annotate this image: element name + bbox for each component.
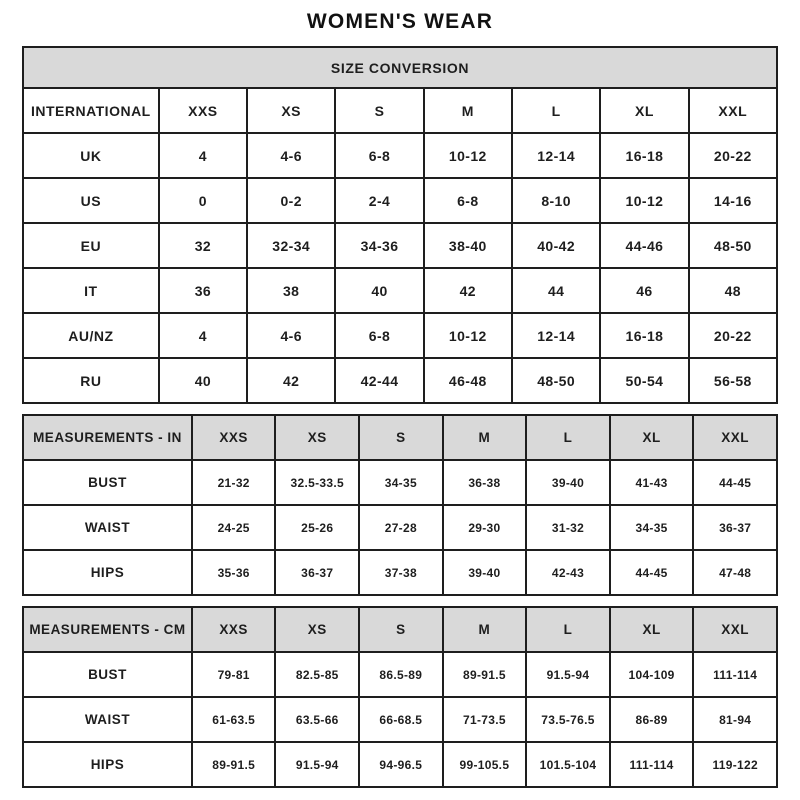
data-cell: 50-54 <box>600 358 688 403</box>
data-cell: 34-35 <box>359 460 443 505</box>
data-cell: 31-32 <box>526 505 610 550</box>
table-row <box>23 178 777 223</box>
data-cell: 40 <box>335 268 423 313</box>
data-cell: 44 <box>512 268 600 313</box>
table-row <box>23 460 777 505</box>
column-header: XS <box>275 607 359 652</box>
data-cell: 20-22 <box>689 313 777 358</box>
data-cell: 36-37 <box>275 550 359 595</box>
data-cell: 47-48 <box>693 550 777 595</box>
data-cell: 32-34 <box>247 223 335 268</box>
column-header: XL <box>610 607 694 652</box>
data-cell: 32 <box>159 223 247 268</box>
data-cell: 29-30 <box>443 505 527 550</box>
data-cell: 6-8 <box>335 313 423 358</box>
data-cell: 10-12 <box>424 133 512 178</box>
data-cell: 42-43 <box>526 550 610 595</box>
column-header: M <box>443 607 527 652</box>
corner-header: MEASUREMENTS - IN <box>23 415 192 460</box>
column-header: L <box>512 88 600 133</box>
data-cell: 0-2 <box>247 178 335 223</box>
row-label: WAIST <box>23 697 192 742</box>
row-label: HIPS <box>23 742 192 787</box>
data-cell: 104-109 <box>610 652 694 697</box>
data-cell: 63.5-66 <box>275 697 359 742</box>
row-label: HIPS <box>23 550 192 595</box>
data-cell: 39-40 <box>443 550 527 595</box>
data-cell: 40-42 <box>512 223 600 268</box>
data-cell: 34-35 <box>610 505 694 550</box>
data-cell: 42 <box>247 358 335 403</box>
column-header: L <box>526 607 610 652</box>
row-label: AU/NZ <box>23 313 159 358</box>
column-header: XL <box>610 415 694 460</box>
row-label: BUST <box>23 460 192 505</box>
table-banner: SIZE CONVERSION <box>23 47 777 88</box>
data-cell: 86-89 <box>610 697 694 742</box>
header-row <box>23 88 777 133</box>
data-cell: 79-81 <box>192 652 276 697</box>
data-cell: 44-45 <box>693 460 777 505</box>
row-label: EU <box>23 223 159 268</box>
header-row <box>23 607 777 652</box>
data-cell: 16-18 <box>600 133 688 178</box>
table-row <box>23 505 777 550</box>
row-label: BUST <box>23 652 192 697</box>
data-cell: 4 <box>159 313 247 358</box>
data-cell: 12-14 <box>512 133 600 178</box>
data-cell: 39-40 <box>526 460 610 505</box>
data-cell: 48-50 <box>689 223 777 268</box>
data-cell: 4 <box>159 133 247 178</box>
data-cell: 73.5-76.5 <box>526 697 610 742</box>
table-row <box>23 358 777 403</box>
table-row <box>23 697 777 742</box>
data-cell: 2-4 <box>335 178 423 223</box>
table-row <box>23 268 777 313</box>
data-cell: 42-44 <box>335 358 423 403</box>
row-label: WAIST <box>23 505 192 550</box>
data-cell: 46-48 <box>424 358 512 403</box>
data-cell: 86.5-89 <box>359 652 443 697</box>
row-label: IT <box>23 268 159 313</box>
measurements-cm-table <box>22 606 778 788</box>
row-label: UK <box>23 133 159 178</box>
data-cell: 41-43 <box>610 460 694 505</box>
column-header: S <box>335 88 423 133</box>
data-cell: 37-38 <box>359 550 443 595</box>
data-cell: 56-58 <box>689 358 777 403</box>
data-cell: 4-6 <box>247 313 335 358</box>
data-cell: 91.5-94 <box>275 742 359 787</box>
data-cell: 44-46 <box>600 223 688 268</box>
data-cell: 46 <box>600 268 688 313</box>
data-cell: 36-37 <box>693 505 777 550</box>
table-gap <box>22 596 778 606</box>
data-cell: 61-63.5 <box>192 697 276 742</box>
data-cell: 6-8 <box>335 133 423 178</box>
data-cell: 91.5-94 <box>526 652 610 697</box>
data-cell: 21-32 <box>192 460 276 505</box>
column-header: XXS <box>192 607 276 652</box>
data-cell: 16-18 <box>600 313 688 358</box>
data-cell: 8-10 <box>512 178 600 223</box>
data-cell: 14-16 <box>689 178 777 223</box>
data-cell: 71-73.5 <box>443 697 527 742</box>
column-header: M <box>424 88 512 133</box>
data-cell: 32.5-33.5 <box>275 460 359 505</box>
data-cell: 44-45 <box>610 550 694 595</box>
data-cell: 38 <box>247 268 335 313</box>
header-row <box>23 415 777 460</box>
table-row <box>23 133 777 178</box>
data-cell: 42 <box>424 268 512 313</box>
data-cell: 36 <box>159 268 247 313</box>
data-cell: 35-36 <box>192 550 276 595</box>
data-cell: 0 <box>159 178 247 223</box>
data-cell: 111-114 <box>610 742 694 787</box>
corner-header: MEASUREMENTS - CM <box>23 607 192 652</box>
column-header: XS <box>275 415 359 460</box>
banner-row <box>23 47 777 88</box>
data-cell: 25-26 <box>275 505 359 550</box>
data-cell: 94-96.5 <box>359 742 443 787</box>
data-cell: 82.5-85 <box>275 652 359 697</box>
table-row <box>23 652 777 697</box>
data-cell: 81-94 <box>693 697 777 742</box>
data-cell: 101.5-104 <box>526 742 610 787</box>
data-cell: 111-114 <box>693 652 777 697</box>
row-label: RU <box>23 358 159 403</box>
data-cell: 66-68.5 <box>359 697 443 742</box>
data-cell: 12-14 <box>512 313 600 358</box>
column-header: L <box>526 415 610 460</box>
data-cell: 119-122 <box>693 742 777 787</box>
table-row <box>23 550 777 595</box>
data-cell: 36-38 <box>443 460 527 505</box>
data-cell: 89-91.5 <box>192 742 276 787</box>
column-header: XXS <box>192 415 276 460</box>
corner-header: INTERNATIONAL <box>23 88 159 133</box>
measurements-in-table <box>22 414 778 596</box>
column-header: S <box>359 607 443 652</box>
row-label: US <box>23 178 159 223</box>
data-cell: 10-12 <box>424 313 512 358</box>
column-header: XXL <box>693 607 777 652</box>
size-conversion-table <box>22 46 778 404</box>
data-cell: 27-28 <box>359 505 443 550</box>
data-cell: 48-50 <box>512 358 600 403</box>
data-cell: 34-36 <box>335 223 423 268</box>
column-header: S <box>359 415 443 460</box>
data-cell: 40 <box>159 358 247 403</box>
page-title: WOMEN'S WEAR <box>306 10 494 33</box>
data-cell: 48 <box>689 268 777 313</box>
data-cell: 6-8 <box>424 178 512 223</box>
table-gap <box>22 404 778 414</box>
column-header: M <box>443 415 527 460</box>
table-row <box>23 223 777 268</box>
column-header: XXL <box>689 88 777 133</box>
data-cell: 38-40 <box>424 223 512 268</box>
data-cell: 10-12 <box>600 178 688 223</box>
column-header: XXL <box>693 415 777 460</box>
column-header: XS <box>247 88 335 133</box>
column-header: XXS <box>159 88 247 133</box>
data-cell: 20-22 <box>689 133 777 178</box>
table-row <box>23 742 777 787</box>
data-cell: 4-6 <box>247 133 335 178</box>
data-cell: 89-91.5 <box>443 652 527 697</box>
data-cell: 99-105.5 <box>443 742 527 787</box>
data-cell: 24-25 <box>192 505 276 550</box>
column-header: XL <box>600 88 688 133</box>
table-row <box>23 313 777 358</box>
